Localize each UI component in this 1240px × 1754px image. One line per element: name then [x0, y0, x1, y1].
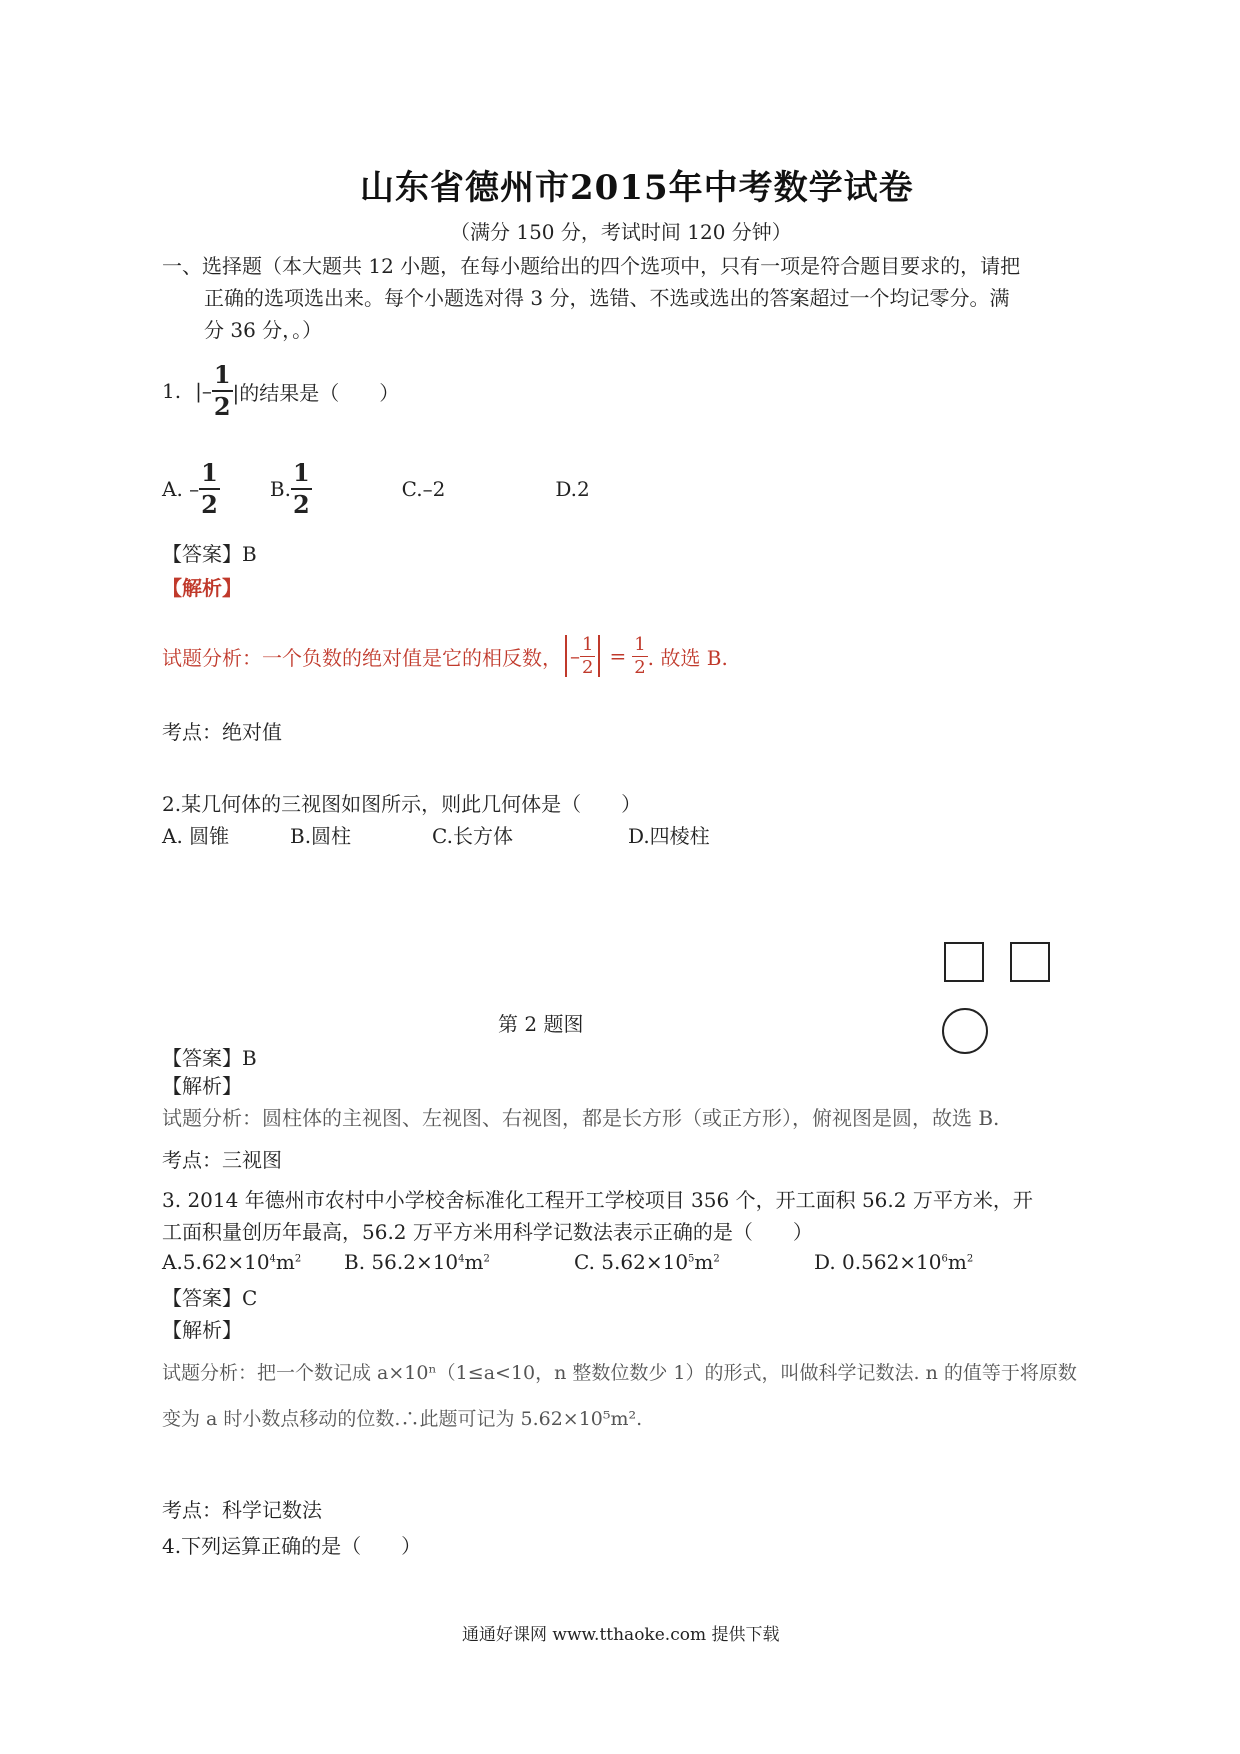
q1-fraction	[212, 360, 233, 421]
q1-analysis-end: . 故选 B.	[647, 645, 728, 670]
q1-option-d: D.2	[555, 477, 590, 501]
q3-option-c-text: C. 5.62×10	[574, 1250, 689, 1274]
q1-option-b-label: B.	[269, 477, 291, 501]
q3-option-a-unit-exp: 2	[294, 1253, 302, 1265]
q3-analysis-line1: 试题分析：把一个数记成 a×10ⁿ（1≤a<10，n 整数位数少 1）的形式，叫做科学记数法. n 的值等于将原数	[162, 1362, 1077, 1384]
q1-stem-suffix: |的结果是（ ）	[232, 380, 400, 405]
q3-option-b-exp: 4	[458, 1253, 465, 1265]
q1-option-c: C.–2	[401, 477, 446, 501]
q3-option-b-unit-exp: 2	[483, 1253, 490, 1265]
q2-figure-caption: 第 2 题图	[498, 1012, 584, 1036]
q3-option-d-exp: 6	[941, 1253, 948, 1265]
q3-option-d-unit-exp: 2	[966, 1253, 974, 1265]
q3-option-d-unit: m	[947, 1250, 967, 1274]
q2-side-view-square	[1010, 942, 1050, 982]
q1-analysis	[162, 626, 728, 686]
q1-analysis-frac-den: 2	[582, 656, 594, 678]
q2-top-view-circle	[942, 1008, 988, 1054]
q3-topic: 考点：科学记数法	[162, 1498, 322, 1522]
q1-fraction-denominator: 2	[213, 392, 231, 421]
q1-option-a-label: A. –	[162, 477, 200, 501]
q1-analysis-result-den: 2	[634, 656, 646, 678]
q1-analysis-fraction	[580, 633, 595, 678]
q2-option-c: C.长方体	[432, 824, 513, 848]
q1-analysis-frac-num: 1	[582, 633, 594, 655]
q1-abs-right-bar	[598, 635, 600, 677]
q3-option-d-text: D. 0.562×10	[814, 1250, 942, 1274]
q2-answer: 【答案】B	[162, 1046, 257, 1070]
q3-option-a-exp: 4	[269, 1253, 276, 1265]
q4-stem: 4.下列运算正确的是（ ）	[162, 1534, 422, 1558]
q3-option-c-unit: m	[694, 1250, 714, 1274]
q1-fraction-numerator: 1	[213, 360, 231, 389]
q1-analysis-result-num: 1	[634, 633, 646, 655]
q2-stem: 2.某几何体的三视图如图所示，则此几何体是（ ）	[162, 792, 642, 816]
q2-option-d: D.四棱柱	[628, 824, 710, 848]
q1-topic: 考点：绝对值	[162, 720, 282, 744]
q1-abs-left-bar	[565, 635, 567, 677]
q2-front-view-square	[944, 942, 984, 982]
q2-option-b: B.圆柱	[290, 824, 352, 848]
q1-option-b-denominator: 2	[292, 490, 310, 519]
q1-analysis-minus: –	[570, 644, 580, 668]
q3-option-c	[574, 1250, 720, 1274]
q1-options	[162, 454, 590, 524]
section-intro-line1: 一、选择题（本大题共 12 小题，在每小题给出的四个选项中，只有一项是符合题目要求的，请把	[162, 254, 1021, 278]
q1-option-b-fraction	[291, 458, 312, 519]
q3-option-c-unit-exp: 2	[713, 1253, 720, 1265]
q3-option-a-text: A.5.62×10	[162, 1250, 270, 1274]
q1-option-b-numerator: 1	[292, 458, 310, 487]
q1-analysis-equals: =	[609, 644, 627, 668]
q3-option-b	[344, 1250, 490, 1274]
q1-answer: 【答案】B	[162, 542, 257, 566]
q1-option-a-denominator: 2	[201, 490, 218, 519]
q1-analysis-text: 试题分析：一个负数的绝对值是它的相反数，	[162, 645, 562, 670]
q2-analysis-label: 【解析】	[162, 1074, 242, 1098]
q3-stem-line1: 3. 2014 年德州市农村中小学校舍标准化工程开工学校项目 356 个，开工面积 56.2 万平方米，开	[162, 1188, 1033, 1212]
q1-analysis-label: 【解析】	[162, 576, 242, 600]
q1-stem	[162, 356, 399, 426]
q1-number: 1.	[162, 379, 182, 403]
q1-option-a-numerator: 1	[201, 458, 218, 487]
q3-option-a-unit: m	[275, 1250, 295, 1274]
q2-option-a: A. 圆锥	[162, 824, 230, 848]
section-intro-line3: 分 36 分，。）	[204, 318, 323, 342]
q3-option-a	[162, 1250, 301, 1274]
exam-subtitle: （满分 150 分，考试时间 120 分钟）	[450, 220, 792, 244]
q2-topic: 考点：三视图	[162, 1148, 282, 1172]
q3-option-c-exp: 5	[688, 1253, 695, 1265]
q3-option-d	[814, 1250, 973, 1274]
q2-analysis-text: 试题分析：圆柱体的主视图、左视图、右视图，都是长方形（或正方形），俯视图是圆，故选 B.	[162, 1106, 1000, 1130]
q3-answer: 【答案】C	[162, 1286, 258, 1310]
q1-analysis-result-fraction	[632, 633, 647, 678]
page-title: 山东省德州市2015年中考数学试卷	[360, 168, 914, 208]
q1-stem-prefix: |–	[195, 379, 212, 403]
q3-analysis-line2: 变为 a 时小数点移动的位数.∴此题可记为 5.62×10⁵m².	[162, 1408, 643, 1430]
q3-stem-line2: 工面积量创历年最高，56.2 万平方米用科学记数法表示正确的是（ ）	[162, 1220, 813, 1244]
q3-option-b-text: B. 56.2×10	[344, 1250, 459, 1274]
q3-option-b-unit: m	[464, 1250, 484, 1274]
q3-analysis-label: 【解析】	[162, 1318, 242, 1342]
page-footer: 通通好课网 www.tthaoke.com 提供下载	[462, 1625, 780, 1645]
section-intro-line2: 正确的选项选出来。每个小题选对得 3 分，选错、不选或选出的答案超过一个均记零分。满	[204, 286, 1010, 310]
q1-option-a-fraction	[199, 458, 220, 519]
